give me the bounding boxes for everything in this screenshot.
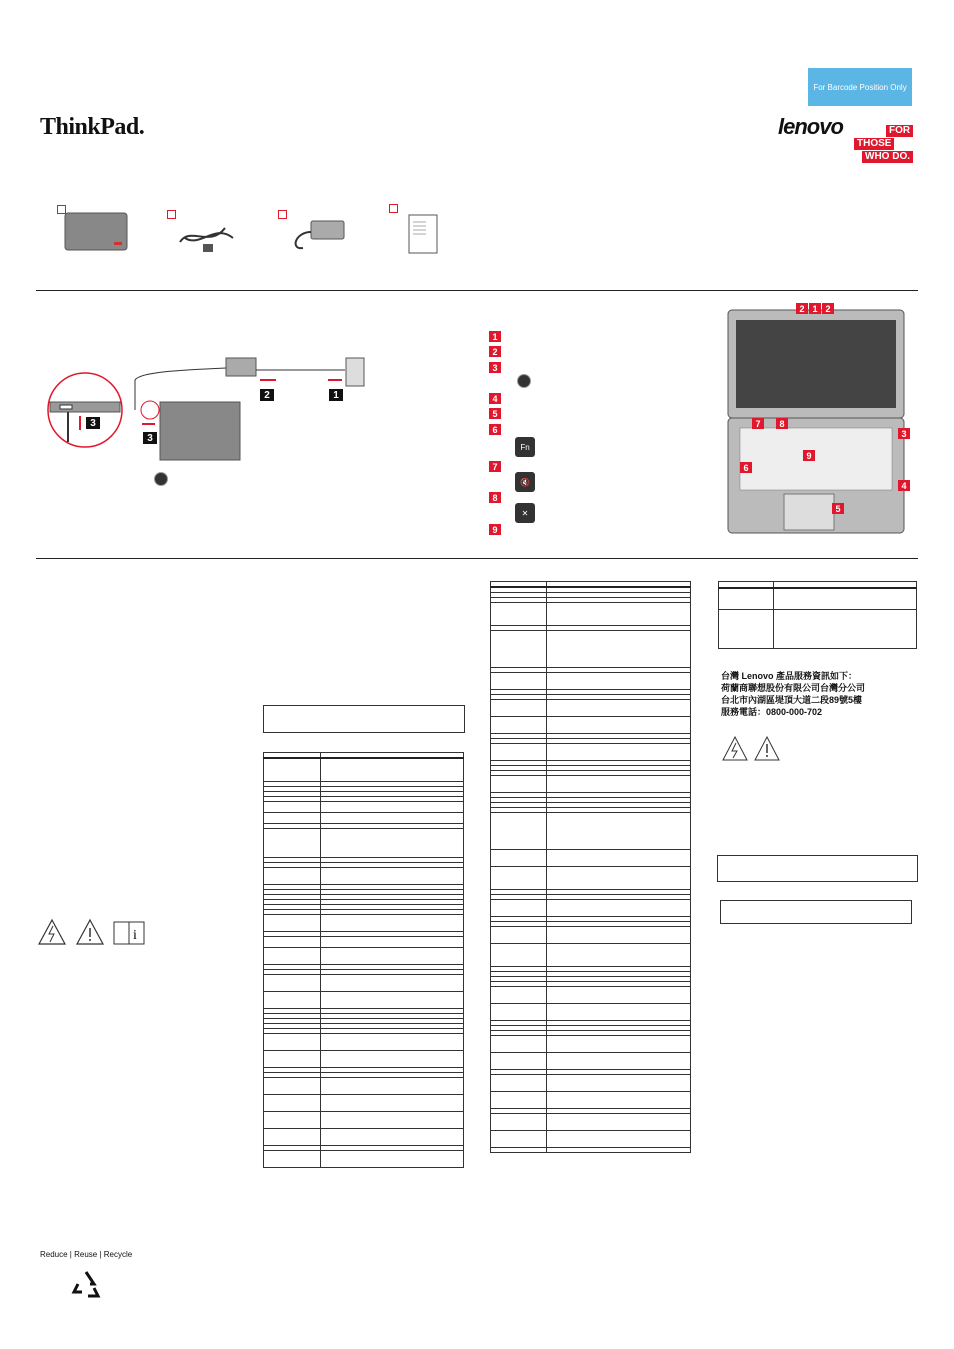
feature-number-8: 8 (489, 492, 501, 503)
mute-key-icon: 🔇 (515, 472, 535, 492)
table-row (264, 1034, 464, 1051)
table-row (491, 700, 691, 717)
barcode-placeholder: For Barcode Position Only (808, 68, 912, 106)
table-row (264, 1078, 464, 1095)
divider-middle (36, 558, 918, 559)
safety-symbols-right (722, 736, 788, 762)
taiwan-line-2: 荷蘭商聯想股份有限公司台灣分公司 (721, 683, 866, 693)
table-row (264, 1095, 464, 1112)
electrical-warning-icon (723, 737, 747, 760)
table-row (264, 992, 464, 1009)
power-cord-icon (175, 218, 239, 254)
table-row (264, 813, 464, 824)
table-row (491, 631, 691, 668)
laptop-callout-7: 7 (752, 418, 764, 429)
table-row (264, 948, 464, 965)
table-row (491, 603, 691, 626)
tagline-for: FOR (886, 125, 913, 137)
table-row (264, 1151, 464, 1168)
table-row (491, 1092, 691, 1109)
taiwan-line-1: 台灣 Lenovo 產品服務資訊如下： (721, 671, 858, 681)
feature-number-1: 1 (489, 331, 501, 342)
safety-symbols (38, 918, 148, 946)
table-3 (718, 581, 917, 649)
table-row (491, 1053, 691, 1070)
table-row (491, 1148, 691, 1153)
document-icon (408, 214, 438, 254)
taiwan-line-3: 台北市內湖區堤頂大道二段89號5樓 (721, 695, 863, 705)
feature-number-7: 7 (489, 461, 501, 472)
electrical-warning-icon (39, 920, 65, 944)
setup-step-1: 1 (329, 389, 343, 401)
table-row (491, 1075, 691, 1092)
power-button-icon (517, 374, 531, 388)
table-row (491, 944, 691, 967)
notice-box-3 (720, 900, 912, 924)
setup-step-3: 3 (143, 432, 157, 444)
mic-mute-key-icon: ✕ (515, 503, 535, 523)
table-row (491, 813, 691, 850)
table-row (264, 829, 464, 858)
feature-number-3: 3 (489, 362, 501, 373)
table-row (264, 758, 464, 782)
laptop-callout-3: 3 (898, 428, 910, 439)
table-row (264, 802, 464, 813)
fn-key-icon: Fn (515, 437, 535, 457)
laptop-callout-4: 4 (898, 480, 910, 491)
table-row (491, 1131, 691, 1148)
laptop-callout-8: 8 (776, 418, 788, 429)
ac-adapter-icon (285, 218, 349, 254)
table-row (491, 744, 691, 761)
table-row (264, 937, 464, 948)
table-row (264, 915, 464, 932)
checkbox-documentation (389, 204, 398, 213)
table-2 (490, 581, 691, 1153)
notice-box-2 (717, 855, 918, 882)
table-row (264, 1051, 464, 1068)
feature-number-2: 2 (489, 346, 501, 357)
recycle-icon (70, 1270, 102, 1300)
reduce-label: Reduce (40, 1250, 68, 1259)
laptop-callout-1: 1 (809, 303, 821, 314)
tagline-those: THOSE (854, 138, 894, 150)
table-row (491, 717, 691, 734)
table-row (491, 776, 691, 793)
feature-number-4: 4 (489, 393, 501, 404)
setup-step-3-detail: 3 (86, 417, 100, 429)
divider-top (36, 290, 918, 291)
setup-step-2: 2 (260, 389, 274, 401)
feature-number-6: 6 (489, 424, 501, 435)
table-row (264, 1129, 464, 1146)
table-row (491, 1114, 691, 1131)
recycle-label: Recycle (103, 1250, 133, 1259)
table-row (491, 900, 691, 917)
thinkpad-logo: ThinkPad. (40, 114, 145, 140)
laptop-callout-2a: 2 (796, 303, 808, 314)
table-row (264, 1112, 464, 1129)
laptop-callout-6: 6 (740, 462, 752, 473)
taiwan-service-info (721, 670, 865, 718)
laptop-callout-9: 9 (803, 450, 815, 461)
lenovo-logo: lenovo (778, 114, 843, 139)
svg-text:i: i (133, 928, 137, 943)
table-1 (263, 752, 464, 1168)
table-row (264, 975, 464, 992)
computer-illustration-icon (64, 212, 128, 252)
feature-number-9: 9 (489, 524, 501, 535)
tagline-who-do: WHO DO. (862, 151, 913, 163)
table-row (491, 1004, 691, 1021)
recycle-text: Reduce | Reuse | Recycle (40, 1250, 133, 1259)
table-row (491, 867, 691, 890)
power-button-icon (154, 472, 168, 486)
table-row (491, 673, 691, 690)
notice-box-1 (263, 705, 465, 733)
laptop-callout-2b: 2 (822, 303, 834, 314)
table-row (491, 1036, 691, 1053)
taiwan-line-4: 服務電話：0800-000-702 (721, 707, 823, 717)
feature-number-5: 5 (489, 408, 501, 419)
laptop-callout-5: 5 (832, 503, 844, 514)
table-row (264, 868, 464, 885)
table-row (491, 987, 691, 1004)
reuse-label: Reuse (74, 1250, 98, 1259)
table-row (491, 927, 691, 944)
table-row (491, 850, 691, 867)
